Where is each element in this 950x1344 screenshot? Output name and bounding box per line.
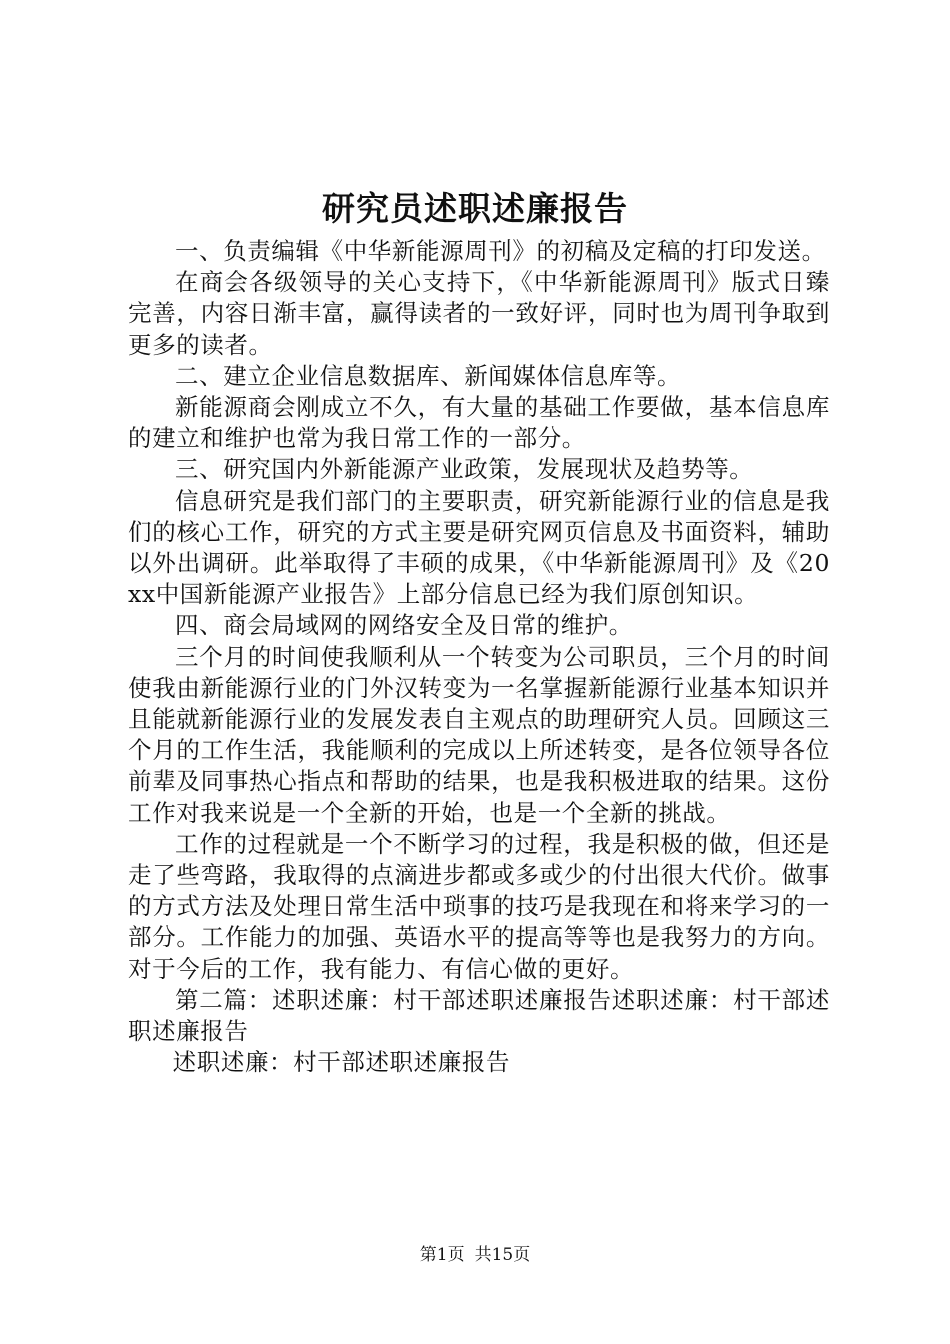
paragraph: 四、商会局域网的网络安全及日常的维护。 — [175, 611, 633, 640]
paragraph: 一、负责编辑《中华新能源周刊》的初稿及定稿的打印发送。 — [175, 237, 826, 265]
page-total: 共15页 — [474, 1245, 531, 1265]
section-heading: 第二篇：述职述廉：村干部述职述廉报告述职述廉：村干部述职述廉报告 — [128, 985, 830, 1046]
paragraph: 三、研究国内外新能源产业政策，发展现状及趋势等。 — [175, 455, 754, 484]
paragraph: 工作的过程就是一个不断学习的过程，我是积极的做，但还是走了些弯路，我取得的点滴进步都或多或少的付出很大代价。做事的方式方法及处理日常生活中琐事的技巧是我现在和将来学习的一部分。工作能力的加强、英语水平的提高等等也是我努力的方向。对于今后的工作，我有能力、有信心做的更好。 — [128, 829, 830, 983]
paragraph: 三个月的时间使我顺利从一个转变为公司职员，三个月的时间使我由新能源行业的门外汉转变为一名掌握新能源行业基本知识并且能就新能源行业的发展发表自主观点的助理研究人员。回顾这三个月的工作生活，我能顺利的完成以上所述转变，是各位领导各位前辈及同事热心指点和帮助的结果，也是我积极进取的结果。这份工作对我来说是一个全新的开始，也是一个全新的挑战。 — [128, 642, 830, 827]
paragraph: 二、建立企业信息数据库、新闻媒体信息库等。 — [175, 361, 682, 390]
document-body — [128, 236, 830, 1078]
section-subheading: 述职述廉：村干部述职述廉报告 — [172, 1048, 511, 1077]
paragraph: 新能源商会刚成立不久，有大量的基础工作要做，基本信息库的建立和维护也常为我日常工作的一部分。 — [128, 393, 830, 453]
paragraph: 信息研究是我们部门的主要职责，研究新能源行业的信息是我们的核心工作，研究的方式主要是研究网页信息及书面资料，辅助以外出调研。此举取得了丰硕的成果，《中华新能源周刊》及《20xx中国新能源产业报告》上部分信息已经为我们原创知识。 — [128, 486, 830, 609]
paragraph: 在商会各级领导的关心支持下，《中华新能源周刊》版式日臻完善，内容日渐丰富，赢得读者的一致好评，同时也为周刊争取到更多的读者。 — [128, 268, 830, 359]
page-footer — [0, 1243, 950, 1267]
document-title: 研究员述职述廉报告 — [322, 189, 628, 228]
page-number: 第1页 — [419, 1245, 465, 1265]
